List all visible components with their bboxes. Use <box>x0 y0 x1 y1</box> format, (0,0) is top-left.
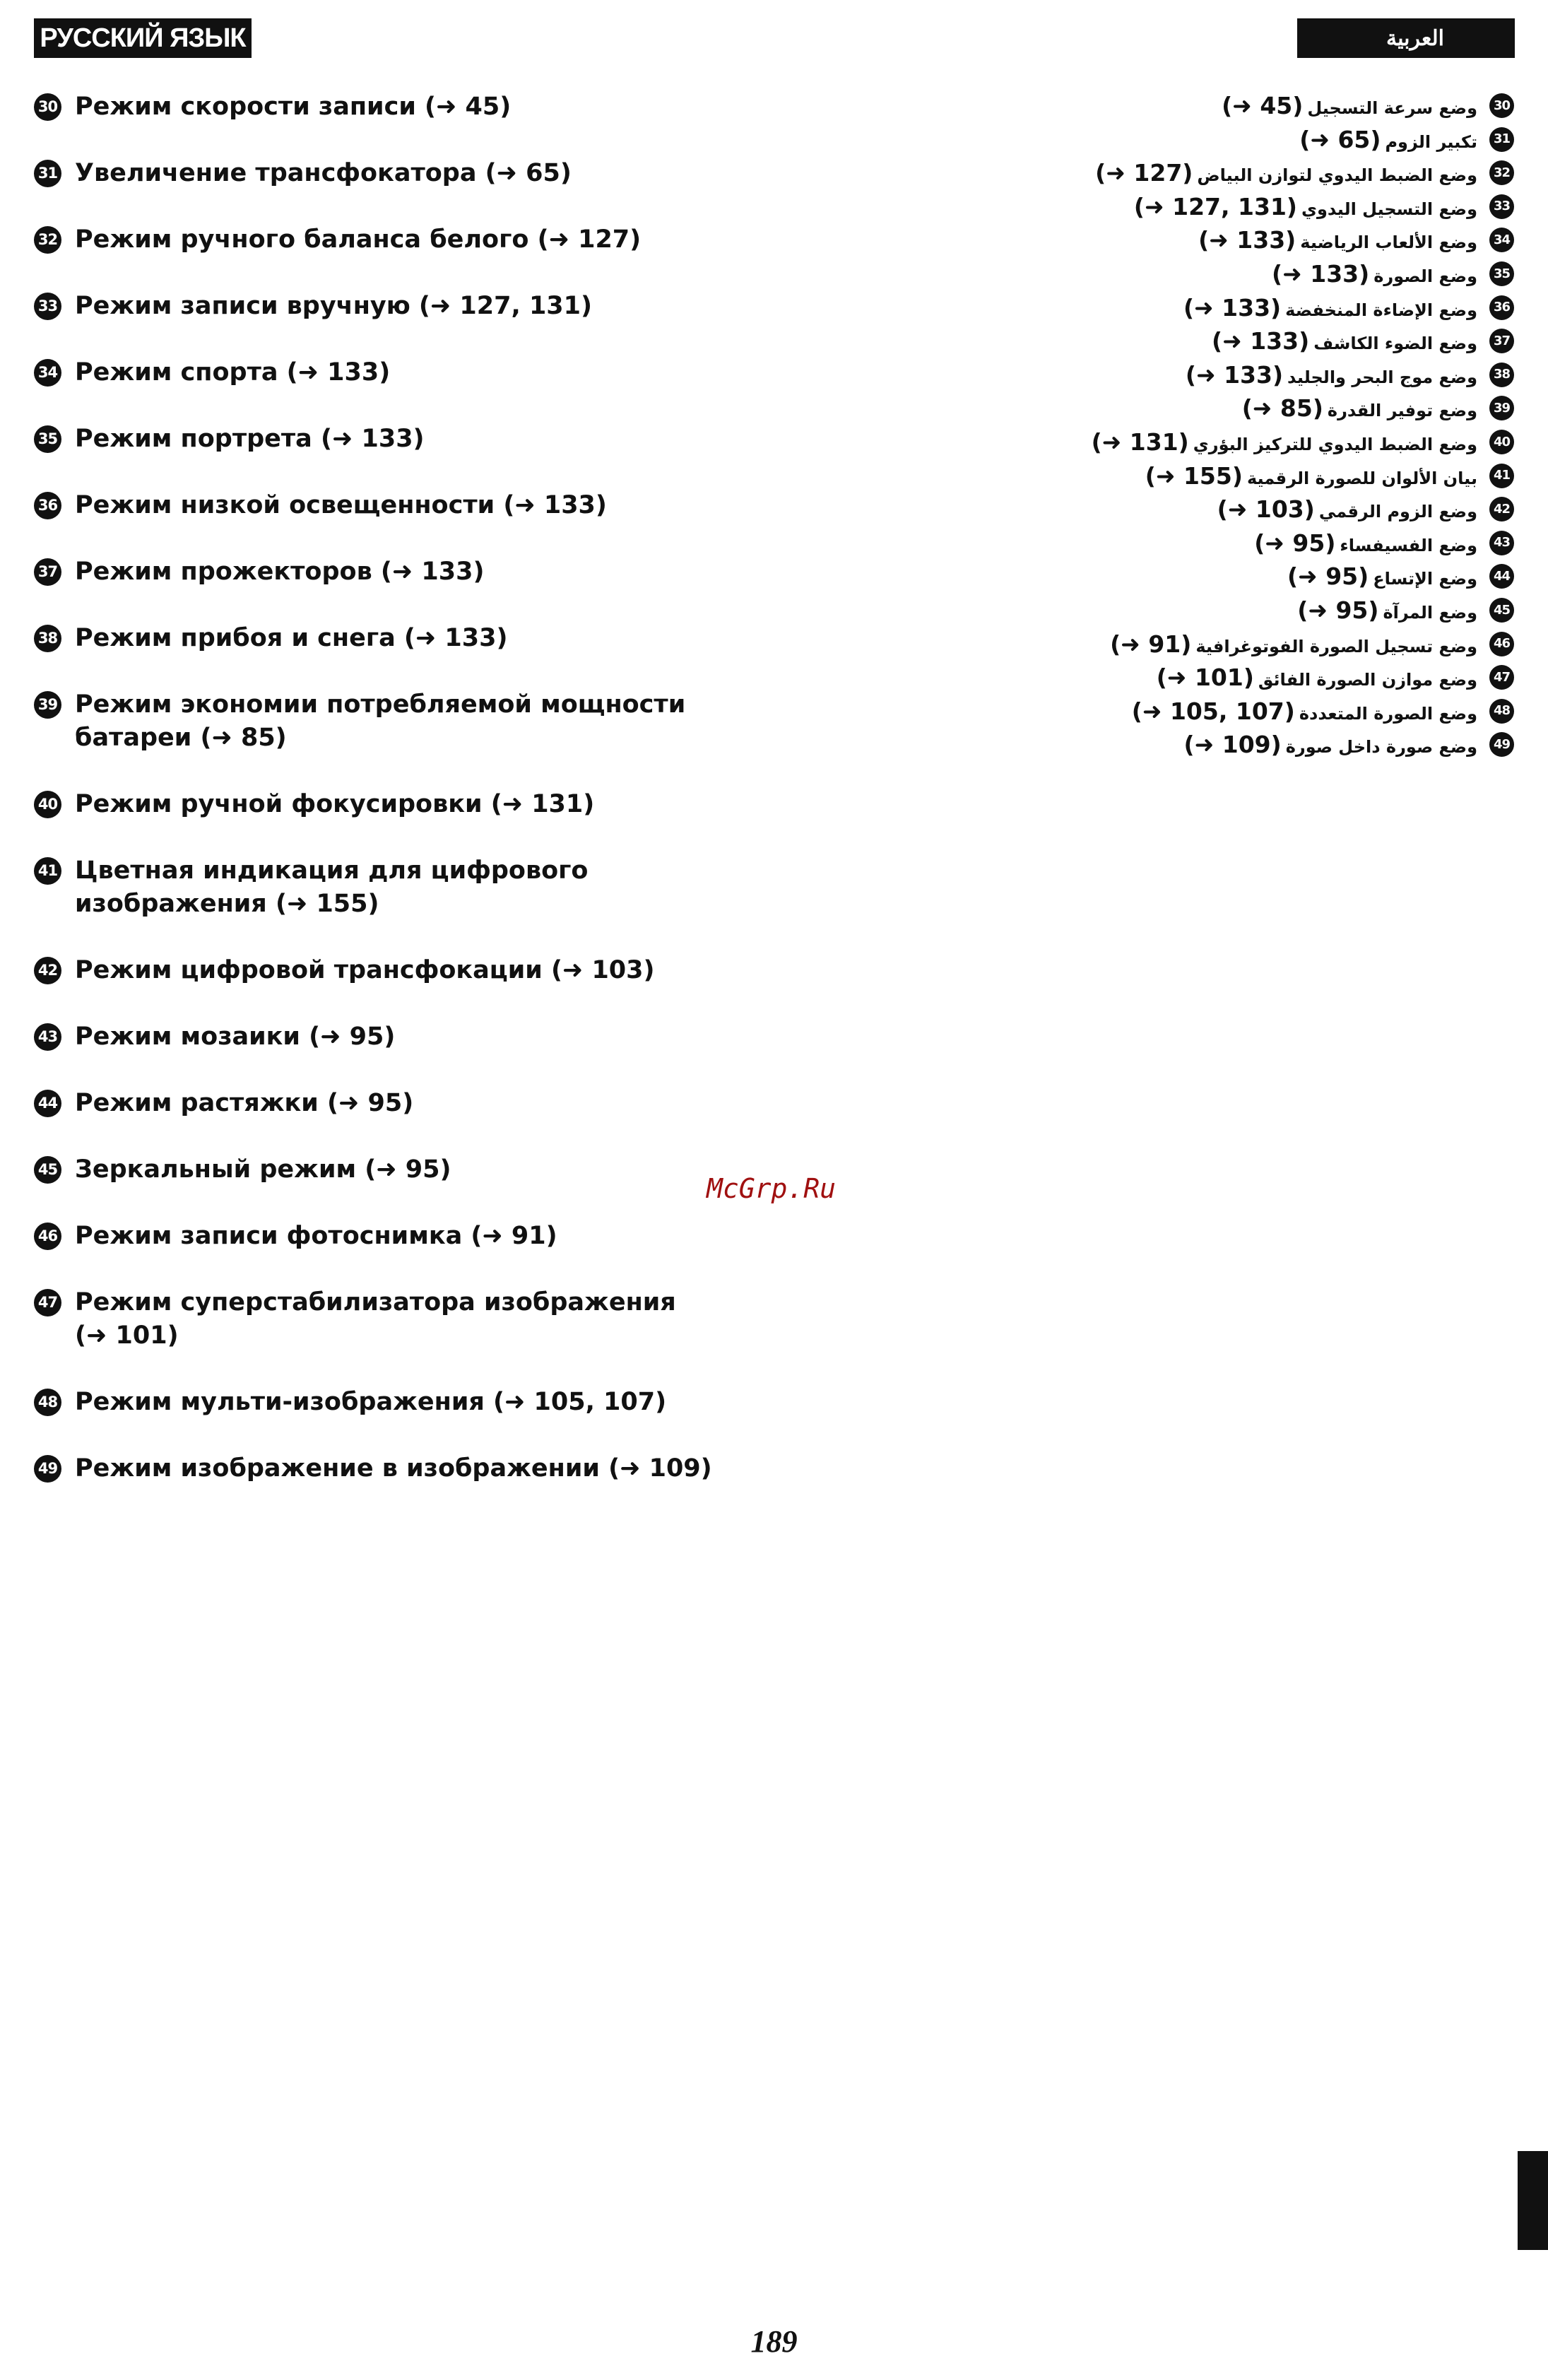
item-number-badge: 39 <box>1489 396 1514 420</box>
item-number-badge: 31 <box>34 160 61 187</box>
ar-list-item <box>1020 223 1514 257</box>
ru-list-item <box>34 1220 698 1253</box>
ar-item-text: وضع موازن الصورة الفائق <box>1258 670 1477 690</box>
ru-list-item <box>34 622 698 655</box>
ar-item-ref: (➜ 85) <box>1241 394 1323 423</box>
ar-list-item <box>1020 358 1514 392</box>
ru-list-item <box>34 954 698 987</box>
ar-item-ref: (➜ 133) <box>1183 293 1282 322</box>
ru-item-text: Режим портрета (➜ 133) <box>75 425 425 453</box>
ar-list-item <box>1020 324 1514 358</box>
ar-item-text: وضع الإضاءة المنخفضة <box>1285 300 1477 320</box>
ru-item-text: Зеркальный режим (➜ 95) <box>75 1155 451 1184</box>
ar-list-item <box>1020 526 1514 560</box>
ru-item-text: Режим изображение в изображении (➜ 109) <box>75 1454 712 1483</box>
ru-list-item <box>34 1020 698 1054</box>
ru-item-text: Увеличение трансфокатора (➜ 65) <box>75 159 572 187</box>
russian-language-badge: РУССКИЙ ЯЗЫК <box>34 18 252 58</box>
ar-list-item <box>1020 628 1514 661</box>
ar-list-item <box>1020 695 1514 729</box>
item-number-badge: 48 <box>1489 699 1514 724</box>
ar-item-text: وضع توفير القدرة <box>1327 401 1477 421</box>
ar-item-ref: (➜ 105, 107) <box>1131 697 1295 725</box>
ar-item-ref: (➜ 95) <box>1287 562 1369 591</box>
item-number-badge: 34 <box>34 359 61 387</box>
ru-item-text: Режим цифровой трансфокации (➜ 103) <box>75 956 655 984</box>
ru-item-text: Режим записи фотоснимка (➜ 91) <box>75 1222 557 1250</box>
ar-list-item <box>1020 123 1514 157</box>
ar-item-ref: (➜ 155) <box>1145 461 1243 490</box>
ar-item-text: وضع التسجيل اليدوي <box>1301 199 1477 219</box>
ru-list-item <box>34 223 698 257</box>
ar-item-ref: (➜ 95) <box>1254 529 1336 557</box>
item-number-badge: 44 <box>1489 564 1514 589</box>
ar-item-ref: (➜ 127) <box>1095 159 1193 187</box>
ru-list-item <box>34 356 698 389</box>
ru-list-item <box>34 423 698 456</box>
ar-item-ref: (➜ 101) <box>1156 664 1254 692</box>
ru-item-text: Режим ручной фокусировки (➜ 131) <box>75 790 595 818</box>
ru-list-item <box>34 1452 712 1485</box>
ru-item-text: Режим мульти-изображения (➜ 105, 107) <box>75 1388 667 1416</box>
item-number-badge: 39 <box>34 691 61 719</box>
page-number: 189 <box>750 2324 798 2359</box>
ar-list-item <box>1020 493 1514 526</box>
item-number-badge: 46 <box>1489 632 1514 656</box>
item-number-badge: 41 <box>1489 464 1514 488</box>
ru-item-text: Режим прибоя и снега (➜ 133) <box>75 624 508 652</box>
item-number-badge: 47 <box>1489 665 1514 690</box>
ar-item-text: وضع الضوء الكاشف <box>1313 334 1477 354</box>
item-number-badge: 32 <box>34 226 61 254</box>
ar-item-text: وضع الزوم الرقمي <box>1318 502 1477 522</box>
item-number-badge: 35 <box>1489 261 1514 286</box>
ar-item-ref: (➜ 127, 131) <box>1133 192 1297 220</box>
ar-item-text: وضع المرآة <box>1383 602 1477 623</box>
item-number-badge: 32 <box>1489 160 1514 185</box>
item-number-badge: 40 <box>34 791 61 818</box>
ru-item-text: Режим растяжки (➜ 95) <box>75 1089 414 1117</box>
ar-item-ref: (➜ 95) <box>1297 596 1379 624</box>
ru-item-text: Режим суперстабилизатора изображения (➜ 101) <box>75 1288 676 1350</box>
ar-item-text: وضع موج البحر والجليد <box>1287 367 1477 387</box>
ar-list-item <box>1020 425 1514 459</box>
arabic-language-badge: العربية <box>1297 18 1515 58</box>
ru-list-item <box>34 788 698 821</box>
ru-item-text: Режим ручного баланса белого (➜ 127) <box>75 225 642 254</box>
item-number-badge: 34 <box>1489 228 1514 252</box>
ar-item-text: وضع تسجيل الصورة الفوتوغرافية <box>1195 636 1477 656</box>
ar-list-item <box>1020 560 1514 594</box>
item-number-badge: 40 <box>1489 430 1514 454</box>
ar-list-item <box>1020 391 1514 425</box>
ar-list-item <box>1020 594 1514 628</box>
item-number-badge: 49 <box>34 1455 61 1483</box>
watermark: McGrp.Ru <box>707 1173 837 1204</box>
ar-item-text: وضع الألعاب الرياضية <box>1300 232 1477 253</box>
ru-item-text: Режим спорта (➜ 133) <box>75 358 391 387</box>
item-number-badge: 35 <box>34 425 61 453</box>
item-number-badge: 33 <box>1489 194 1514 219</box>
russian-item-list <box>34 90 712 1519</box>
ar-item-text: وضع الإتساع <box>1373 569 1477 589</box>
ar-item-ref: (➜ 133) <box>1185 360 1284 389</box>
ru-list-item <box>34 854 605 921</box>
ar-item-text: وضع الصورة المتعددة <box>1299 703 1477 724</box>
ru-item-text: Режим мозаики (➜ 95) <box>75 1023 396 1051</box>
ar-list-item <box>1020 728 1514 762</box>
ar-item-text: تكبير الزوم <box>1385 131 1477 152</box>
ar-item-text: وضع الفسيفساء <box>1340 535 1477 555</box>
item-number-badge: 43 <box>1489 531 1514 555</box>
ru-item-text: Цветная индикация для цифрового изображения (➜ 155) <box>75 856 589 918</box>
ru-item-text: Режим низкой освещенности (➜ 133) <box>75 491 607 519</box>
item-number-badge: 31 <box>1489 127 1514 152</box>
ru-item-text: Режим скорости записи (➜ 45) <box>75 93 512 121</box>
ar-item-ref: (➜ 103) <box>1217 495 1315 524</box>
arabic-item-list <box>1020 89 1514 762</box>
item-number-badge: 30 <box>34 93 61 121</box>
ar-item-text: بيان الألوان للصورة الرقمية <box>1246 468 1477 488</box>
side-thumb-tab <box>1518 2151 1548 2250</box>
ar-item-text: وضع الضبط اليدوي للتركيز البؤري <box>1193 434 1477 454</box>
ar-item-ref: (➜ 131) <box>1091 428 1189 456</box>
ar-item-ref: (➜ 109) <box>1183 731 1282 759</box>
item-number-badge: 30 <box>1489 93 1514 118</box>
ru-list-item <box>34 90 698 124</box>
ru-list-item <box>34 1153 698 1186</box>
ar-item-ref: (➜ 65) <box>1299 125 1381 153</box>
ar-item-text: وضع سرعة التسجيل <box>1307 98 1477 118</box>
ru-list-item <box>34 688 711 755</box>
item-number-badge: 42 <box>34 957 61 984</box>
item-number-badge: 38 <box>34 625 61 652</box>
ar-list-item <box>1020 291 1514 325</box>
ru-list-item <box>34 290 698 323</box>
ru-list-item <box>34 1286 697 1353</box>
ar-list-item <box>1020 257 1514 291</box>
ru-list-item <box>34 1386 698 1419</box>
ar-list-item <box>1020 459 1514 493</box>
ar-item-ref: (➜ 133) <box>1272 259 1370 288</box>
item-number-badge: 36 <box>34 492 61 519</box>
ar-item-ref: (➜ 133) <box>1198 226 1296 254</box>
item-number-badge: 49 <box>1489 732 1514 757</box>
ru-item-text: Режим экономии потребляемой мощности батареи (➜ 85) <box>75 690 686 752</box>
item-number-badge: 46 <box>34 1223 61 1250</box>
ar-item-ref: (➜ 45) <box>1222 92 1304 119</box>
ru-item-text: Режим записи вручную (➜ 127, 131) <box>75 292 593 320</box>
ar-list-item <box>1020 156 1514 190</box>
item-number-badge: 33 <box>34 293 61 320</box>
ru-list-item <box>34 489 698 522</box>
item-number-badge: 37 <box>34 558 61 586</box>
ru-list-item <box>34 1087 698 1120</box>
ar-item-ref: (➜ 91) <box>1110 630 1192 658</box>
item-number-badge: 44 <box>34 1090 61 1117</box>
ar-item-text: وضع الصورة <box>1373 266 1477 286</box>
item-number-badge: 36 <box>1489 295 1514 320</box>
ar-item-text: وضع الضبط اليدوي لتوازن البياض <box>1197 165 1477 186</box>
item-number-badge: 38 <box>1489 363 1514 387</box>
item-number-badge: 48 <box>34 1389 61 1416</box>
item-number-badge: 45 <box>34 1156 61 1184</box>
ru-item-text: Режим прожекторов (➜ 133) <box>75 558 485 586</box>
ar-item-text: وضع صورة داخل صورة <box>1285 737 1477 758</box>
item-number-badge: 45 <box>1489 598 1514 623</box>
ru-list-item <box>34 555 698 589</box>
item-number-badge: 47 <box>34 1289 61 1316</box>
item-number-badge: 43 <box>34 1023 61 1051</box>
ar-item-ref: (➜ 133) <box>1212 327 1310 355</box>
ru-list-item <box>34 157 698 190</box>
ar-list-item <box>1020 190 1514 224</box>
item-number-badge: 41 <box>34 857 61 885</box>
ar-list-item <box>1020 661 1514 695</box>
ar-list-item <box>1020 89 1514 123</box>
item-number-badge: 42 <box>1489 497 1514 522</box>
item-number-badge: 37 <box>1489 329 1514 353</box>
